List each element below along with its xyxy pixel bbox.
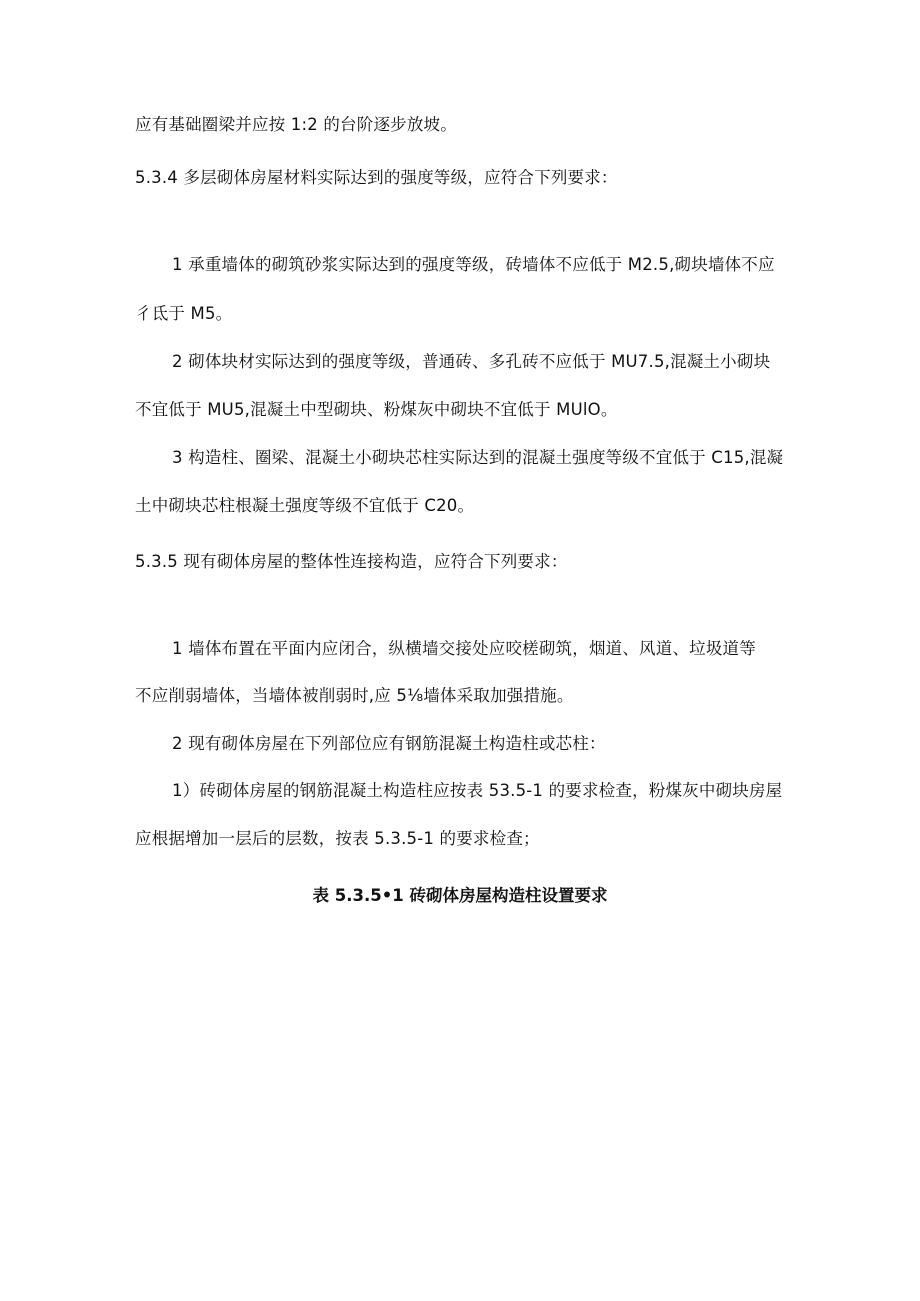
text-line-sub-item-1-cont: 应根据增加一层后的层数，按表 5.3.5-1 的要求检查； — [135, 829, 540, 848]
text-line-item-1: 1 承重墙体的砌筑砂浆实际达到的强度等级，砖墙体不应低于 M2.5,砌块墙体不应 — [172, 255, 775, 274]
section-5-3-5-heading: 5.3.5 现有砌体房屋的整体性连接构造，应符合下列要求： — [135, 552, 568, 571]
text-line-sub-item-1: 1）砖砌体房屋的钢筋混凝土构造柱应按表 53.5-1 的要求检查，粉煤灰中砌块房屋 — [172, 781, 783, 800]
table-caption: 表 5.3.5•1 砖砌体房屋构造柱设置要求 — [312, 886, 608, 905]
text-line-5-3-5-item-1-cont: 不应削弱墙体，当墙体被削弱时,应 5⅛墙体采取加强措施。 — [135, 686, 574, 705]
text-line-item-1-cont: 彳氐于 M5。 — [135, 304, 233, 323]
text-line-item-3: 3 构造柱、圈梁、混凝土小砌块芯柱实际达到的混凝土强度等级不宜低于 C15,混凝 — [172, 448, 784, 467]
text-line-5-3-5-item-2: 2 现有砌体房屋在下列部位应有钢筋混凝土构造柱或芯柱： — [172, 734, 606, 753]
section-5-3-4-heading: 5.3.4 多层砌体房屋材料实际达到的强度等级，应符合下列要求： — [135, 168, 618, 187]
text-line-item-3-cont: 土中砌块芯柱根凝土强度等级不宜低于 C20。 — [135, 496, 475, 515]
text-line-item-2: 2 砌体块材实际达到的强度等级，普通砖、多孔砖不应低于 MU7.5,混凝土小砌块 — [172, 352, 771, 371]
text-line-5-3-5-item-1: 1 墙体布置在平面内应闭合，纵横墙交接处应咬槎砌筑，烟道、风道、垃圾道等 — [172, 639, 756, 658]
text-line-1: 应有基础圈梁并应按 1:2 的台阶逐步放坡。 — [135, 115, 457, 134]
text-line-item-2-cont: 不宜低于 MU5,混凝土中型砌块、粉煤灰中砌块不宜低于 MUlO。 — [135, 400, 618, 419]
